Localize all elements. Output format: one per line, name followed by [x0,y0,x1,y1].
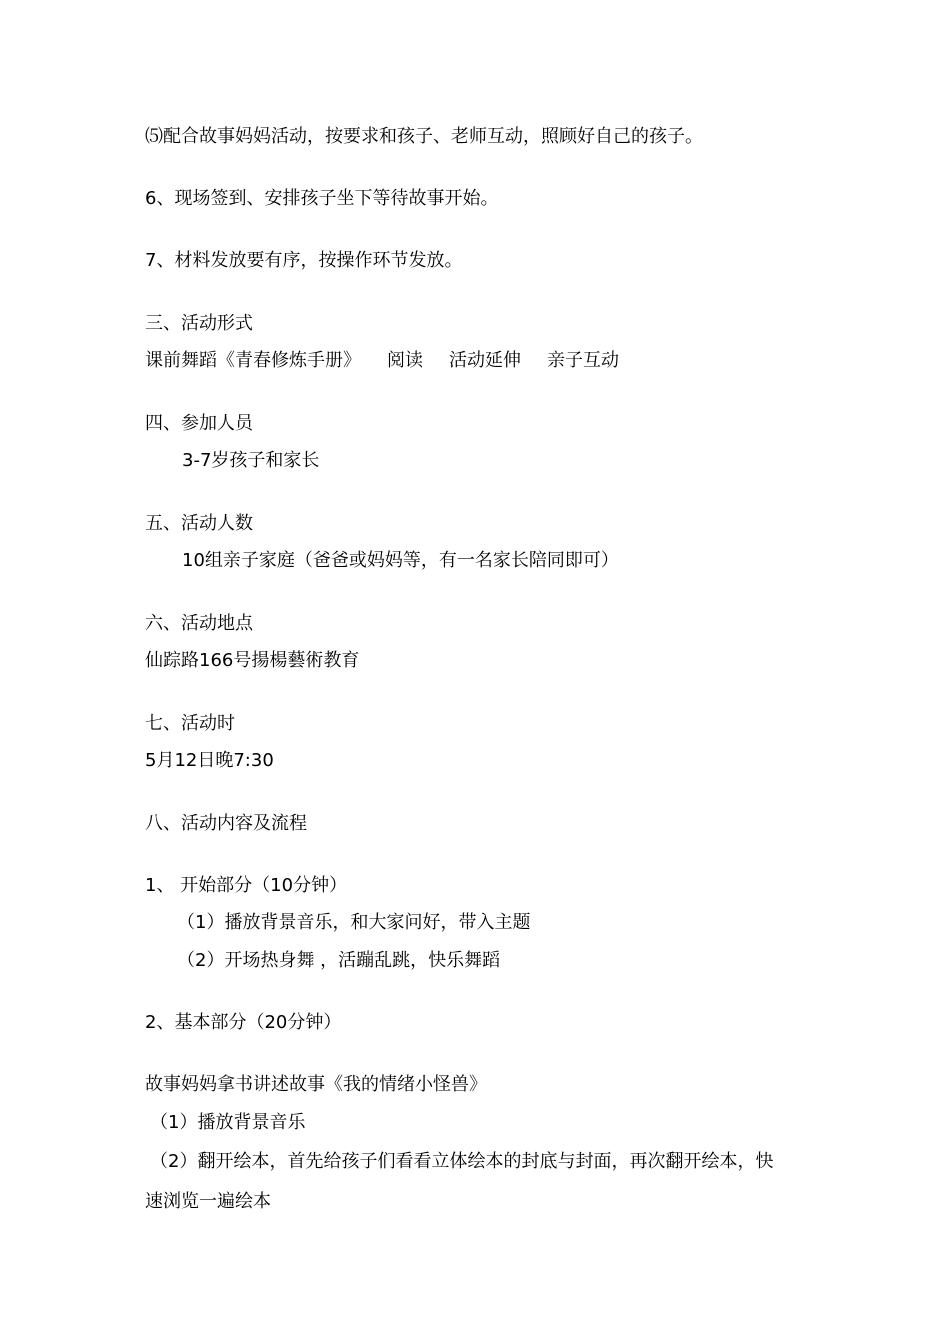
activity-forms [145,349,619,373]
part-1-item-1: （1）播放背景音乐，和大家问好，带入主题 [177,912,531,933]
location-text: 仙踪路166号揚楊藝術教育 [145,650,360,671]
activity-form-item: 活动延伸 [449,350,521,371]
section-8-heading: 八、活动内容及流程 [145,813,307,834]
section-7-heading: 七、活动时 [145,713,235,734]
section-5-heading: 五、活动人数 [145,513,253,534]
activity-form-item: 阅读 [387,350,423,371]
part-2-heading: 2、基本部分（20分钟） [145,1012,342,1033]
rule-6-text: 6、现场签到、安排孩子坐下等待故事开始。 [145,188,499,209]
time-text: 5月12日晚7:30 [145,750,274,771]
participants-text: 3-7岁孩子和家长 [182,450,320,471]
activity-form-item: 课前舞蹈《青春修炼手册》 [145,350,361,371]
activity-form-item: 亲子互动 [547,350,619,371]
section-3-heading: 三、活动形式 [145,313,253,334]
part-1-heading: 1、 开始部分（10分钟） [145,875,348,896]
part-2-item-2: （2）翻开绘本，首先给孩子们看看立体绘本的封底与封面，再次翻开绘本，快 [150,1151,774,1172]
section-4-heading: 四、参加人员 [145,413,253,434]
part-2-item-2-continued: 速浏览一遍绘本 [145,1191,271,1212]
section-6-heading: 六、活动地点 [145,613,253,634]
part-1-item-2: （2）开场热身舞 ，活蹦乱跳，快乐舞蹈 [177,950,501,971]
part-2-intro: 故事妈妈拿书讲述故事《我的情绪小怪兽》 [145,1074,487,1095]
rule-7-text: 7、材料发放要有序，按操作环节发放。 [145,250,463,271]
rule-5-text: ⑸配合故事妈妈活动，按要求和孩子、老师互动，照顾好自己的孩子。 [145,126,703,147]
participant-count-text: 10组亲子家庭（爸爸或妈妈等，有一名家长陪同即可） [182,550,619,571]
part-2-item-1: （1）播放背景音乐 [150,1112,306,1133]
